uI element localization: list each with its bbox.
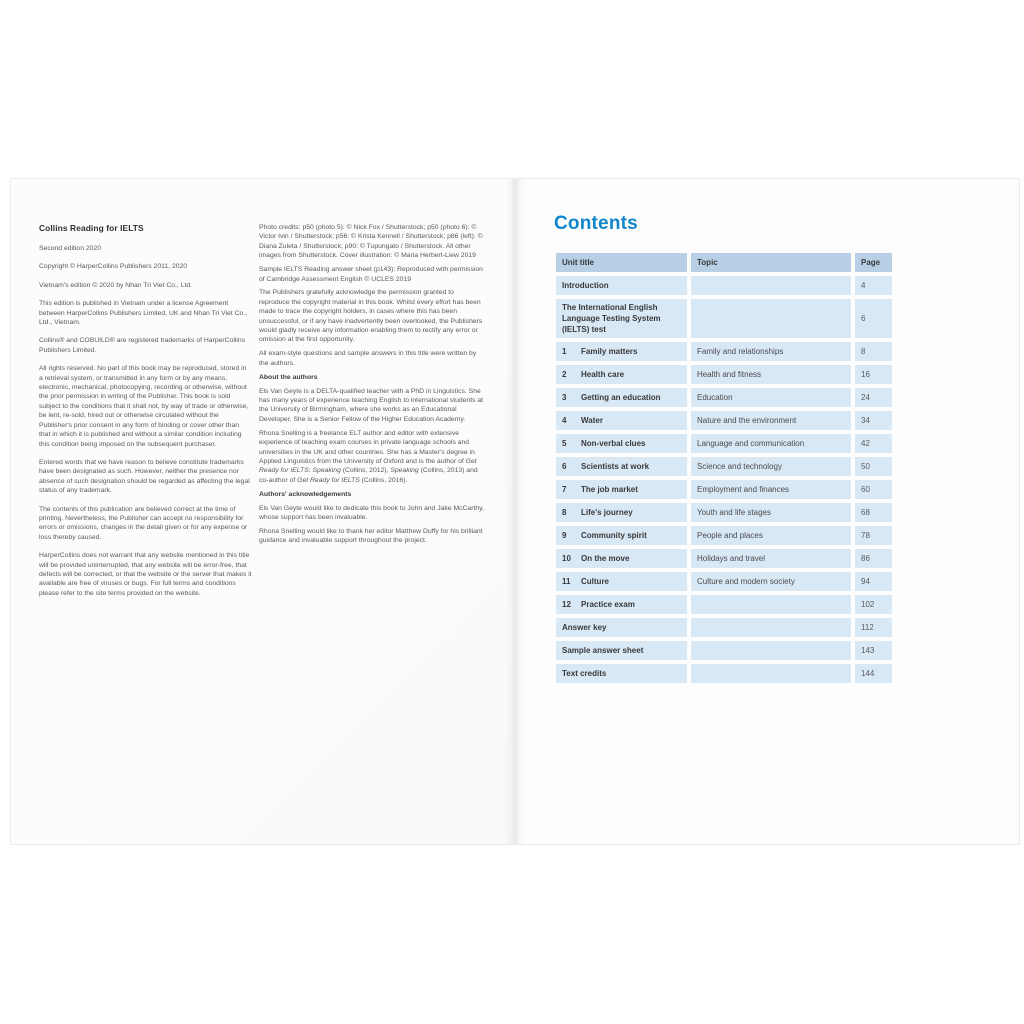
- unit-number: 6: [562, 462, 567, 471]
- unit-title: The job market: [581, 485, 638, 494]
- table-row: [556, 503, 892, 522]
- table-row: [556, 572, 892, 591]
- unit-title-cell: [556, 595, 687, 614]
- paragraph: [259, 504, 485, 523]
- topic-cell: Employment and finances: [691, 480, 851, 499]
- topic-cell: Holidays and travel: [691, 549, 851, 568]
- unit-title: Health care: [581, 370, 625, 379]
- table-row: [556, 342, 892, 361]
- book-title: Collins Reading for IELTS: [39, 223, 144, 233]
- topic-cell: [691, 664, 851, 683]
- text-run: (Collins, 2013) and co-author of: [259, 467, 478, 484]
- unit-title-cell: [556, 526, 687, 545]
- imprint-column-right: [259, 223, 485, 550]
- imprint-paragraphs-left: [39, 244, 252, 598]
- page-number-cell: 102: [855, 595, 892, 614]
- unit-title-cell: [556, 276, 687, 295]
- paragraph: [259, 265, 485, 284]
- unit-title-cell: [556, 342, 687, 361]
- topic-cell: Health and fitness: [691, 365, 851, 384]
- unit-title-cell: [556, 411, 687, 430]
- topic-cell: Science and technology: [691, 457, 851, 476]
- unit-title-cell: [556, 388, 687, 407]
- unit-title-cell: [556, 457, 687, 476]
- page-number-cell: 78: [855, 526, 892, 545]
- text-run: HarperCollins does not warrant that any website mentioned in this title will be provided uninterrupted, that any website will be error-free, that defects will be corrected, or that the website or the server that makes it available are free of viruses or bugs. For full terms and conditions please refer to the site terms provided on the website.: [39, 552, 252, 597]
- table-row: [556, 595, 892, 614]
- section-heading: [259, 373, 485, 382]
- table-row: [556, 299, 892, 338]
- page-number-cell: 144: [855, 664, 892, 683]
- unit-title: Scientists at work: [581, 462, 650, 471]
- unit-title: On the move: [581, 554, 630, 563]
- unit-number: 2: [562, 370, 567, 379]
- paragraph: [259, 223, 485, 261]
- unit-title: Non-verbal clues: [581, 439, 646, 448]
- table-row: [556, 526, 892, 545]
- unit-title: Community spirit: [581, 531, 647, 540]
- text-run: Copyright © HarperCollins Publishers 2011, 2020: [39, 263, 188, 271]
- topic-cell: Education: [691, 388, 851, 407]
- contents-page: [517, 178, 1020, 845]
- page-number-cell: 4: [855, 276, 892, 295]
- topic-cell: [691, 618, 851, 637]
- unit-title: Life's journey: [581, 508, 633, 517]
- text-run: Photo credits: p50 (photo 5): © Nick Fox / Shutterstock; p50 (photo 6): © Victor Ivin / Shutterstock; p56: © Krista Kennell / Shutterstock; p86 (left): © Diana Zuleta / Shutterstock; p90: © Tupungato / Shutterstock. All other images from Shutterstock. Cover illustration: © Maria Herbert-Liew 2019: [259, 224, 483, 260]
- text-run: About the authors: [259, 373, 318, 381]
- topic-cell: Language and communication: [691, 434, 851, 453]
- unit-title-cell: [556, 618, 687, 637]
- page-number-cell: 60: [855, 480, 892, 499]
- text-run: All rights reserved. No part of this book may be reproduced, stored in a retrieval system, or transmitted in any form or by any means, electronic, mechanical, photocopying, recording or otherwise, without the prior permission in writing of the Publisher. This book is sold subject to the conditions that it shall not, by way of trade or otherwise, be lent, re-sold, hired out or otherwise circulated without the Publisher's prior consent in any form of binding or cover other than that in which it is published and without a similar condition including this condition being imposed on the subsequent purchaser.: [39, 365, 249, 448]
- table-row: [556, 276, 892, 295]
- page-number-cell: 94: [855, 572, 892, 591]
- contents-heading: Contents: [554, 213, 638, 234]
- unit-title: Family matters: [581, 347, 638, 356]
- text-run: Vietnam's edition © 2020 by Nhan Tri Viet Co., Ltd.: [39, 281, 193, 289]
- text-run: (Collins, 2012),: [340, 467, 391, 475]
- unit-title: Text credits: [562, 669, 607, 678]
- text-run: Get Ready for IELTS: [297, 476, 360, 484]
- unit-title-cell: [556, 549, 687, 568]
- text-run: This edition is published in Vietnam under a license Agreement between HarperCollins Publishers Limited, UK and Nhan Tri Viet Co., Ltd., Vietnam.: [39, 300, 248, 327]
- table-row: [556, 411, 892, 430]
- unit-number: 8: [562, 508, 567, 517]
- table-row: [556, 480, 892, 499]
- table-row: [556, 434, 892, 453]
- unit-title: Culture: [581, 577, 609, 586]
- column-header-unit-title: Unit title: [556, 253, 687, 272]
- text-run: Authors' acknowledgements: [259, 490, 352, 498]
- table-row: [556, 388, 892, 407]
- table-body: [556, 276, 892, 683]
- column-header-page: Page: [855, 253, 892, 272]
- page-number-cell: 112: [855, 618, 892, 637]
- page-number-cell: 42: [855, 434, 892, 453]
- copyright-page: [10, 178, 513, 845]
- page-number-cell: 143: [855, 641, 892, 660]
- unit-title: Getting an education: [581, 393, 661, 402]
- page-number-cell: 16: [855, 365, 892, 384]
- unit-title: Answer key: [562, 623, 607, 632]
- table-row: [556, 457, 892, 476]
- unit-number: 3: [562, 393, 567, 402]
- imprint-paragraphs-right: [259, 223, 485, 546]
- paragraph: [39, 505, 252, 543]
- unit-title-cell: [556, 572, 687, 591]
- unit-title-cell: [556, 299, 687, 338]
- text-run: Els Van Geyte would like to dedicate this book to John and Jake McCarthy, whose support has been invaluable.: [259, 504, 484, 521]
- column-header-topic: Topic: [691, 253, 851, 272]
- paragraph: [39, 244, 252, 253]
- unit-title: Introduction: [562, 281, 609, 290]
- paragraph: [259, 527, 485, 546]
- unit-title-cell: [556, 641, 687, 660]
- unit-number: 1: [562, 347, 567, 356]
- paragraph: [259, 387, 485, 425]
- paragraph: [39, 336, 252, 355]
- paragraph: [39, 281, 252, 290]
- topic-cell: People and places: [691, 526, 851, 545]
- topic-cell: [691, 299, 851, 338]
- unit-number: 5: [562, 439, 567, 448]
- table-row: [556, 618, 892, 637]
- paragraph: [39, 262, 252, 271]
- topic-cell: Nature and the environment: [691, 411, 851, 430]
- unit-title-cell: [556, 480, 687, 499]
- text-run: Get Ready for IELTS: Speaking: [259, 457, 477, 475]
- text-run: Speaking: [390, 467, 419, 475]
- unit-number: 9: [562, 531, 567, 540]
- unit-number: 12: [562, 600, 571, 609]
- table-header-row: [556, 253, 892, 272]
- page-number-cell: 50: [855, 457, 892, 476]
- unit-title: Sample answer sheet: [562, 646, 644, 655]
- paragraph: [259, 349, 485, 368]
- unit-title-cell: [556, 365, 687, 384]
- unit-number: 4: [562, 416, 567, 425]
- text-run: The contents of this publication are believed correct at the time of printing. Nevertheless, the Publisher can accept no responsibility for errors or omissions, changes in the detail given or for any expense or loss thereby caused.: [39, 505, 248, 541]
- table-row: [556, 664, 892, 683]
- page-number-cell: 68: [855, 503, 892, 522]
- topic-cell: Family and relationships: [691, 342, 851, 361]
- topic-cell: [691, 595, 851, 614]
- unit-title-cell: [556, 503, 687, 522]
- text-run: Rhona Snelling would like to thank her editor Matthew Duffy for his brilliant guidance and invaluable support throughout the project.: [259, 527, 483, 545]
- text-run: Rhona Snelling is a freelance ELT author and editor with extensive experience of teaching exam courses in private language schools and universities in the UK and other countries. She has a Master's degree in Applied Linguistics from the University of Oxford and is the author of: [259, 429, 475, 465]
- paragraph: [259, 288, 485, 344]
- table-row: [556, 549, 892, 568]
- contents-table: [556, 253, 892, 687]
- section-heading: [259, 490, 485, 499]
- text-run: The Publishers gratefully acknowledge the permission granted to reproduce the copyright material in this book. Whilst every effort has been made to trace the copyright holders, in cases where this has been unsuccessful, or if any have inadvertently been overlooked, the Publishers would gladly receive any information enabling them to rectify any error or omission at the first opportunity.: [259, 289, 483, 344]
- text-run: Second edition 2020: [39, 245, 101, 252]
- page-number-cell: 6: [855, 299, 892, 338]
- text-run: Sample IELTS Reading answer sheet (p143): Reproduced with permission of Cambridge Assessment English © UCLES 2019: [259, 266, 483, 283]
- topic-cell: Culture and modern society: [691, 572, 851, 591]
- paragraph: [39, 458, 252, 496]
- page-number-cell: 86: [855, 549, 892, 568]
- table-row: [556, 365, 892, 384]
- topic-cell: Youth and life stages: [691, 503, 851, 522]
- text-run: Entered words that we have reason to believe constitute trademarks have been designated as such. However, neither the presence nor absence of such designation should be regarded as affecting the legal status of any trademark.: [39, 458, 250, 495]
- text-run: All exam-style questions and sample answers in this title were written by the authors.: [259, 350, 477, 367]
- page-number-cell: 24: [855, 388, 892, 407]
- text-run: (Collins, 2016).: [359, 476, 408, 484]
- imprint-column-left: [39, 223, 252, 607]
- unit-number: 11: [562, 577, 571, 586]
- page-number-cell: 8: [855, 342, 892, 361]
- text-run: Collins® and COBUILD® are registered trademarks of HarperCollins Publishers Limited.: [39, 337, 246, 354]
- topic-cell: [691, 276, 851, 295]
- text-run: Els Van Geyte is a DELTA-qualified teacher with a PhD in Linguistics. She has many years of experience teaching English to international students at the University of Birmingham, where she works as an Educational Developer. She is a Senior Fellow of the Higher Education Academy.: [259, 387, 484, 423]
- unit-number: 10: [562, 554, 571, 563]
- unit-title-cell: [556, 664, 687, 683]
- topic-cell: [691, 641, 851, 660]
- book: [10, 178, 1020, 845]
- unit-title-cell: [556, 434, 687, 453]
- table-row: [556, 641, 892, 660]
- unit-title: Practice exam: [581, 600, 635, 609]
- unit-title: The International English Language Testing System (IELTS) test: [562, 303, 661, 334]
- paragraph: [39, 299, 252, 327]
- unit-title: Water: [581, 416, 603, 425]
- paragraph: [39, 364, 252, 449]
- unit-number: 7: [562, 485, 567, 494]
- page-number-cell: 34: [855, 411, 892, 430]
- paragraph: [259, 429, 485, 485]
- paragraph: [39, 551, 252, 598]
